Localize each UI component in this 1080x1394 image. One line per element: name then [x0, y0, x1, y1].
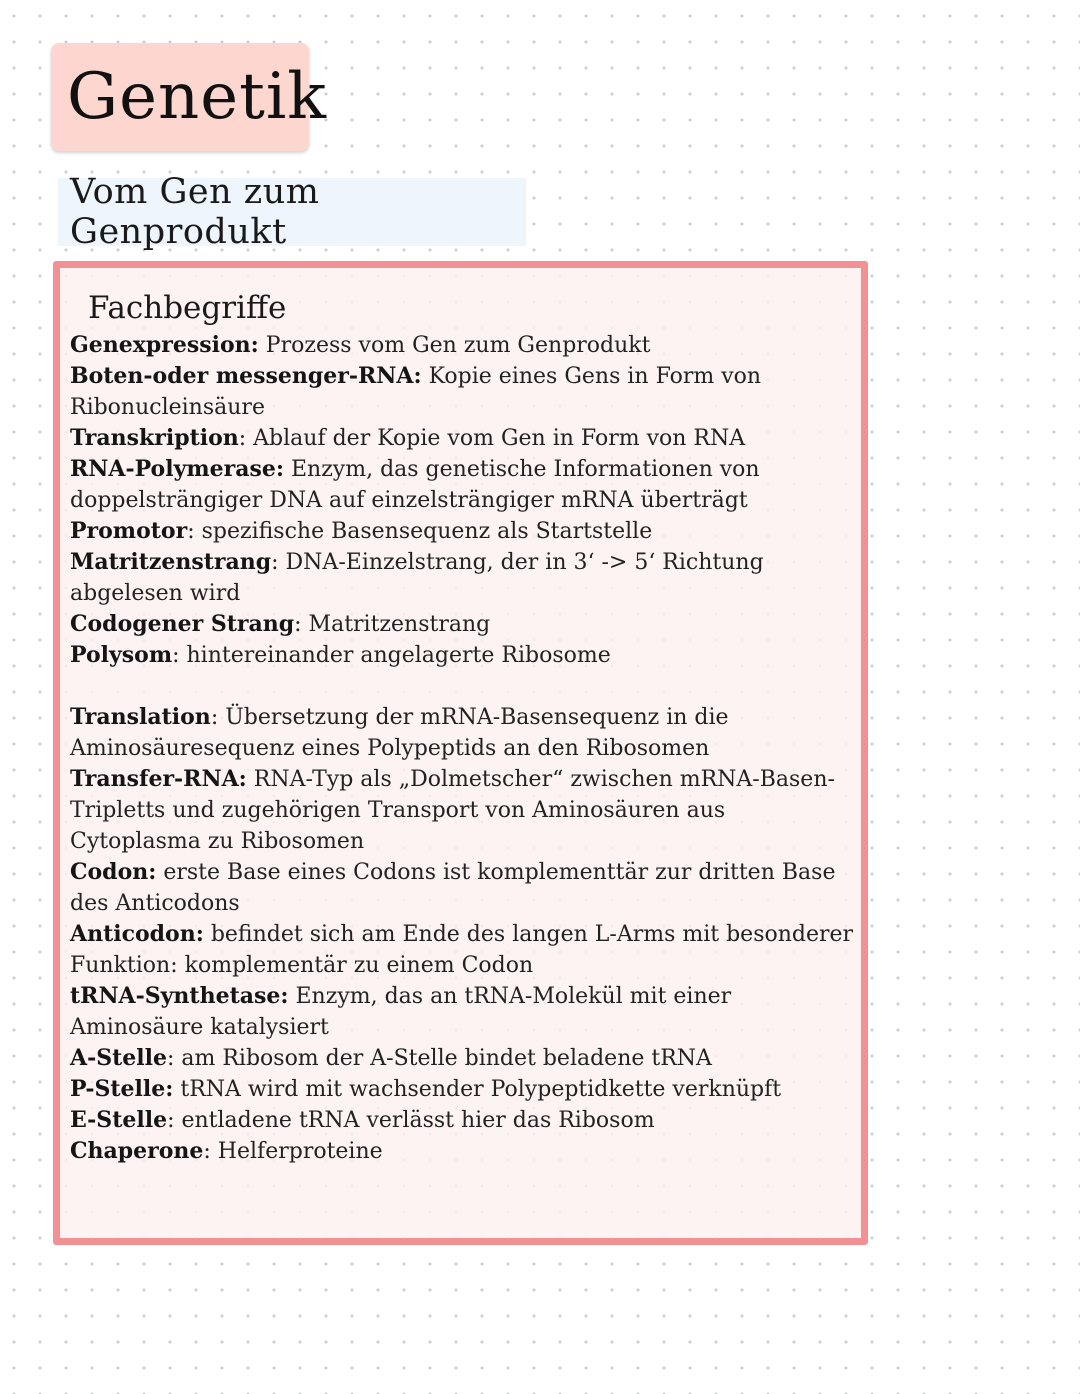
glossary-entry-codogener-strang [70, 609, 860, 640]
glossary-entry-polysom [70, 640, 860, 671]
entry-definition: Kopie eines Gens in Form von Ribonucleinsäure [70, 364, 762, 420]
entry-definition: : Übersetzung der mRNA-Basensequenz in die Aminosäuresequenz eines Polypeptids an den Ribosomen [70, 705, 729, 761]
entry-term: Translation [70, 704, 211, 730]
entry-term: Codon: [70, 859, 157, 885]
entry-term: Anticodon: [70, 921, 204, 947]
glossary-card [53, 261, 868, 1245]
entry-definition: : hintereinander angelagerte Ribosome [172, 643, 611, 668]
entry-definition: : entladene tRNA verlässt hier das Ribosom [167, 1108, 655, 1133]
entry-term: E-Stelle [70, 1107, 168, 1133]
entry-term: P-Stelle: [70, 1076, 174, 1102]
glossary-entry-a-stelle [70, 1043, 860, 1074]
section-spacer [70, 671, 860, 702]
entry-definition: Enzym, das genetische Informationen von doppelsträngiger DNA auf einzelsträngiger mRNA überträgt [70, 457, 760, 513]
entry-definition: : Helferproteine [203, 1139, 383, 1164]
entry-term: Transfer-RNA: [70, 766, 247, 792]
entry-term: Chaperone [70, 1138, 204, 1164]
glossary-heading: Fachbegriffe [88, 290, 287, 326]
glossary-entry-trna-synthetase [70, 981, 860, 1043]
glossary-entry-anticodon [70, 919, 860, 981]
entry-term: Matritzenstrang [70, 549, 272, 575]
glossary-entry-promotor [70, 516, 860, 547]
entry-definition: : Ablauf der Kopie vom Gen in Form von RNA [238, 426, 746, 451]
entry-definition: : DNA-Einzelstrang, der in 3‘ -> 5‘ Richtung abgelesen wird [70, 550, 764, 606]
entry-definition: : am Ribosom der A-Stelle bindet beladene tRNA [166, 1046, 712, 1071]
glossary-entry-genexpression [70, 330, 860, 361]
entry-term: Boten-oder messenger-RNA: [70, 363, 422, 389]
entry-term: Codogener Strang [70, 611, 295, 637]
entry-definition: befindet sich am Ende des langen L-Arms mit besonderer Funktion: komplementär zu einem Codon [70, 922, 854, 978]
entry-term: tRNA-Synthetase: [70, 983, 289, 1009]
glossary-entry-rna-polymerase [70, 454, 860, 516]
glossary-entry-mrna [70, 361, 860, 423]
entry-definition: tRNA wird mit wachsender Polypeptidkette verknüpft [173, 1077, 782, 1102]
glossary-entry-chaperone [70, 1136, 860, 1167]
title-banner [51, 43, 328, 151]
page-subtitle: Vom Gen zum Genprodukt [70, 172, 320, 252]
entry-term: RNA-Polymerase: [70, 456, 284, 482]
glossary-entry-e-stelle [70, 1105, 860, 1136]
subtitle-banner [58, 172, 526, 252]
glossary-entry-codon [70, 857, 860, 919]
entry-term: Genexpression: [70, 332, 259, 358]
entry-definition: RNA-Typ als „Dolmetscher“ zwischen mRNA-Basen-Tripletts und zugehörigen Transport von Aminosäuren aus Cytoplasma zu Ribosomen [70, 767, 835, 854]
glossary-entry-transkription [70, 423, 860, 454]
entry-term: Transkription [70, 425, 239, 451]
entry-definition: Enzym, das an tRNA-Molekül mit einer Aminosäure katalysiert [70, 984, 732, 1040]
entry-term: Polysom [70, 642, 173, 668]
entry-term: A-Stelle [70, 1045, 167, 1071]
glossary-entries [70, 330, 860, 1167]
page-title: Genetik [67, 60, 328, 134]
entry-term: Promotor [70, 518, 188, 544]
entry-definition: erste Base eines Codons ist komplementtär zur dritten Base des Anticodons [70, 860, 836, 916]
glossary-entry-translation [70, 702, 860, 764]
entry-definition: Prozess vom Gen zum Genprodukt [258, 333, 651, 358]
entry-definition: : spezifische Basensequenz als Startstelle [187, 519, 653, 544]
glossary-entry-matritzenstrang [70, 547, 860, 609]
glossary-entry-p-stelle [70, 1074, 860, 1105]
entry-definition: : Matritzenstrang [294, 612, 491, 637]
glossary-entry-transfer-rna [70, 764, 860, 857]
